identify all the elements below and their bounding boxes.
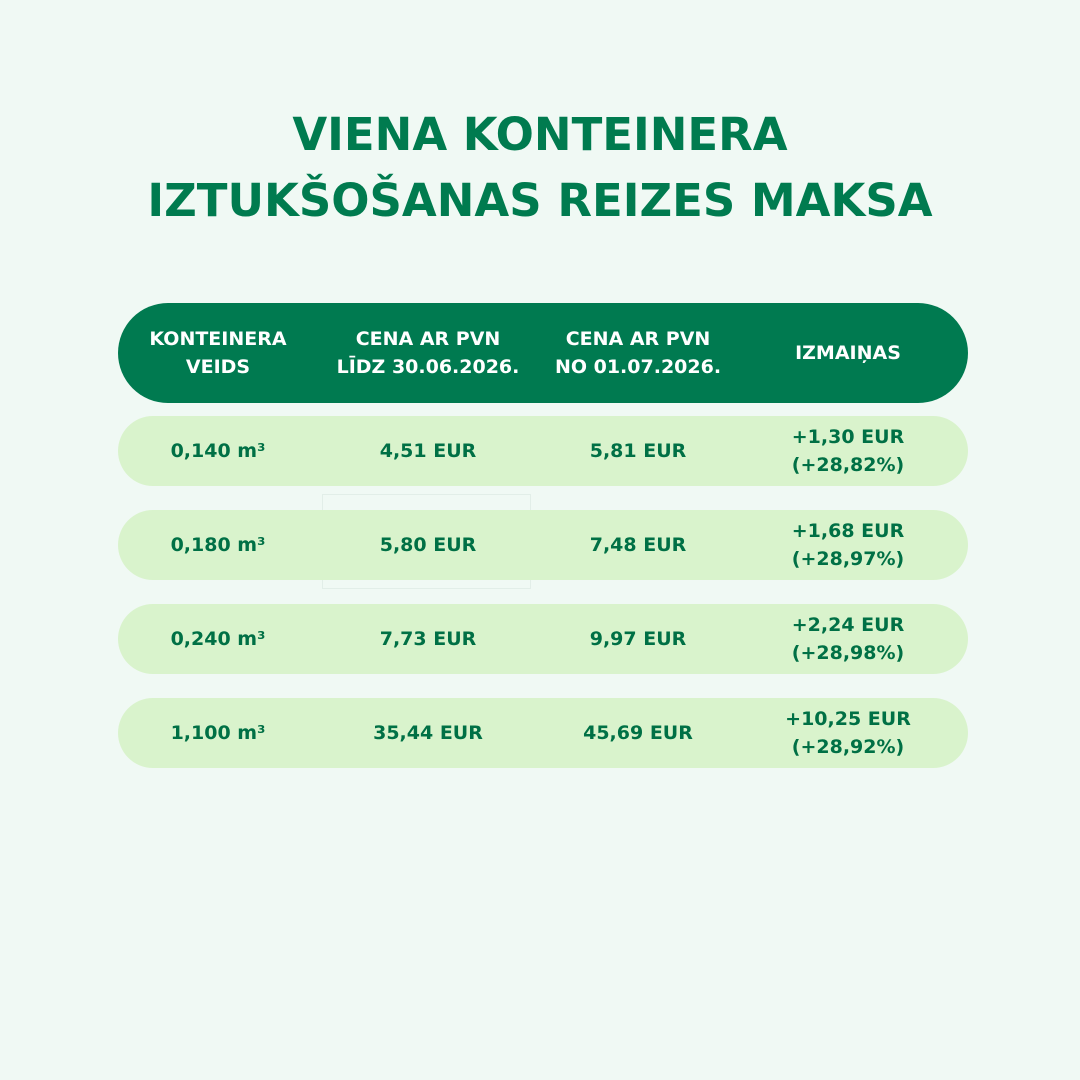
table-row — [118, 416, 968, 486]
cell-container-type — [118, 510, 318, 580]
table-row — [118, 604, 968, 674]
header-price-from — [533, 303, 743, 403]
header-container-type-line-1: KONTEINERA — [149, 328, 287, 350]
page-title-line-1: VIENA KONTEINERA — [292, 108, 788, 161]
cell-price-from-value: 9,97 EUR — [589, 628, 687, 650]
cell-price-from — [533, 698, 743, 768]
table-header — [118, 303, 968, 403]
cell-change-amount: +2,24 EUR — [791, 614, 905, 636]
header-container-type — [118, 303, 318, 403]
cell-container-type-value: 0,240 m³ — [170, 628, 266, 650]
cell-price-until-value: 5,80 EUR — [379, 534, 477, 556]
cell-container-type — [118, 604, 318, 674]
cell-change — [743, 416, 953, 486]
header-changes — [743, 303, 953, 403]
cell-change-percent: (+28,98%) — [791, 642, 905, 664]
header-price-until-line-2: LĪDZ 30.06.2026. — [336, 356, 520, 378]
cell-price-until — [323, 416, 533, 486]
table-row — [118, 698, 968, 768]
cell-change — [743, 604, 953, 674]
cell-change-amount: +10,25 EUR — [785, 708, 911, 730]
table-row — [118, 510, 968, 580]
cell-container-type-value: 0,180 m³ — [170, 534, 266, 556]
header-price-from-line-2: NO 01.07.2026. — [554, 356, 722, 378]
cell-price-until-value: 7,73 EUR — [379, 628, 477, 650]
page-title — [0, 102, 1080, 234]
cell-container-type — [118, 698, 318, 768]
cell-container-type-value: 1,100 m³ — [170, 722, 266, 744]
cell-price-until-value: 35,44 EUR — [373, 722, 483, 744]
cell-change — [743, 698, 953, 768]
cell-container-type — [118, 416, 318, 486]
cell-price-from — [533, 416, 743, 486]
header-changes-label: IZMAIŅAS — [795, 342, 901, 364]
cell-price-from-value: 5,81 EUR — [589, 440, 687, 462]
cell-change — [743, 510, 953, 580]
cell-change-percent: (+28,82%) — [791, 454, 905, 476]
cell-price-until — [323, 510, 533, 580]
cell-price-from — [533, 604, 743, 674]
cell-container-type-value: 0,140 m³ — [170, 440, 266, 462]
header-price-until — [323, 303, 533, 403]
cell-price-from-value: 45,69 EUR — [583, 722, 693, 744]
cell-change-percent: (+28,97%) — [791, 548, 905, 570]
cell-change-percent: (+28,92%) — [791, 736, 905, 758]
cell-price-until — [323, 604, 533, 674]
cell-change-amount: +1,68 EUR — [791, 520, 905, 542]
cell-change-amount: +1,30 EUR — [791, 426, 905, 448]
header-container-type-line-2: VEIDS — [185, 356, 251, 378]
header-price-until-line-1: CENA AR PVN — [355, 328, 501, 350]
cell-price-from-value: 7,48 EUR — [589, 534, 687, 556]
header-price-from-line-1: CENA AR PVN — [565, 328, 711, 350]
cell-price-until-value: 4,51 EUR — [379, 440, 477, 462]
page-title-line-2: IZTUKŠOŠANAS REIZES MAKSA — [147, 174, 933, 227]
cell-price-from — [533, 510, 743, 580]
cell-price-until — [323, 698, 533, 768]
